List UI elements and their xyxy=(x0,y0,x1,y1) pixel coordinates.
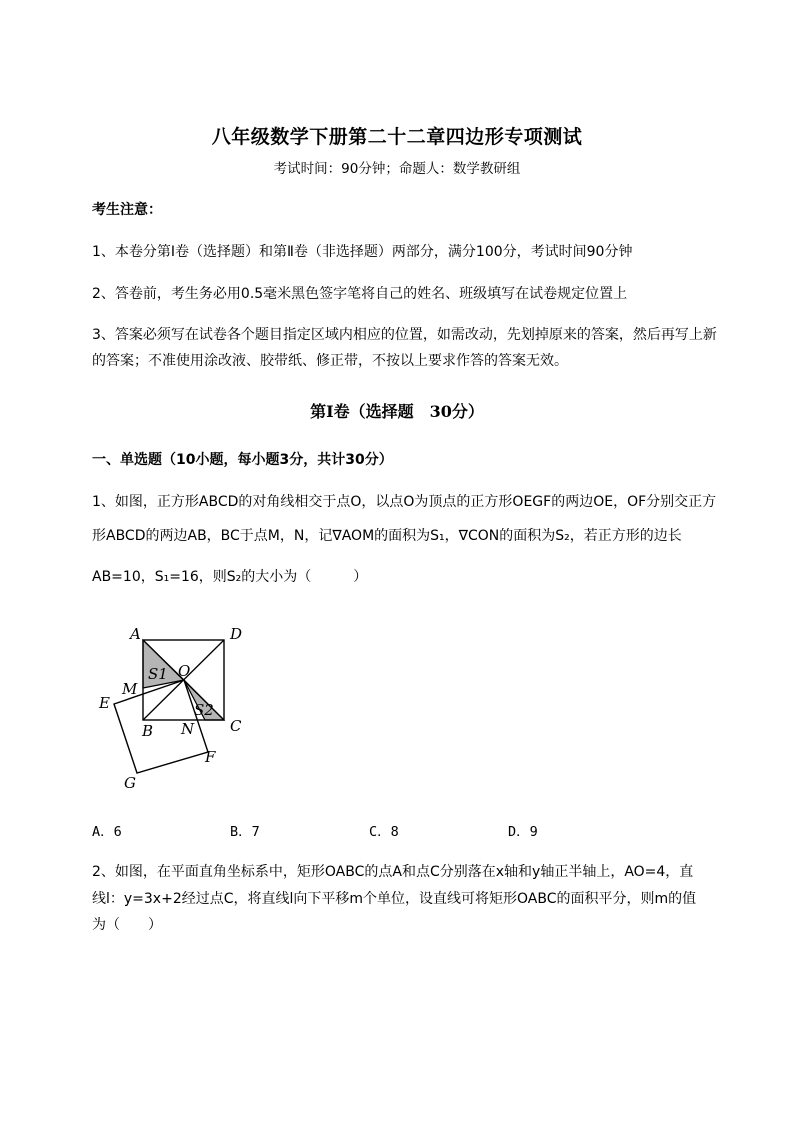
part-heading: 一、单选题（10小题，每小题3分，共计30分） xyxy=(92,452,393,468)
option-a[interactable]: A．6 xyxy=(92,824,122,840)
notice-item-3-line-1: 3、答案必须写在试卷各个题目指定区域内相应的位置，如需改动，先划掉原来的答案，然后再写上新 xyxy=(92,327,717,343)
label-e: E xyxy=(99,694,110,712)
question-1-figure xyxy=(92,620,272,800)
question-2-line-1: 2、如图，在平面直角坐标系中，矩形OABC的点A和点C分别落在x轴和y轴正半轴上，AO=4，直 xyxy=(92,864,694,880)
label-a: A xyxy=(130,625,141,643)
label-s2: S2 xyxy=(194,701,214,719)
label-m: M xyxy=(122,680,138,698)
notice-heading: 考生注意： xyxy=(92,202,162,218)
label-c: C xyxy=(230,717,242,735)
question-1-line-3: AB=10，S₁=16，则S₂的大小为（ ） xyxy=(92,569,368,585)
label-f: F xyxy=(205,748,216,766)
question-1-line-2: 形ABCD的两边AB，BC于点M，N，记∇AOM的面积为S₁，∇CON的面积为S₂，若正方形的边长 xyxy=(92,528,682,544)
question-2-line-3: 为（ ） xyxy=(92,917,162,933)
label-n: N xyxy=(181,720,195,738)
question-2-line-2: 线l：y=3x+2经过点C，将直线l向下平移m个单位，设直线可将矩形OABC的面积平分，则m的值 xyxy=(92,891,697,907)
label-o: O xyxy=(178,662,191,680)
page-title: 八年级数学下册第二十二章四边形专项测试 xyxy=(211,126,583,148)
notice-item-2: 2、答卷前，考生务必用0.5毫米黑色签字笔将自己的姓名、班级填写在试卷规定位置上 xyxy=(92,286,628,302)
label-d: D xyxy=(230,625,243,643)
option-d[interactable]: D．9 xyxy=(508,824,538,840)
question-1-line-1: 1、如图，正方形ABCD的对角线相交于点O，以点O为顶点的正方形OEGF的两边OE，OF分别交正方 xyxy=(92,494,717,510)
label-s1: S1 xyxy=(148,665,168,683)
label-g: G xyxy=(124,774,136,792)
exam-info: 考试时间：90分钟；命题人：数学教研组 xyxy=(273,161,521,177)
notice-item-1: 1、本卷分第I卷（选择题）和第Ⅱ卷（非选择题）两部分，满分100分，考试时间90分钟 xyxy=(92,244,633,260)
label-b: B xyxy=(142,722,154,740)
option-c[interactable]: C．8 xyxy=(369,824,399,840)
section-title: 第I卷（选择题 30分） xyxy=(310,402,484,421)
notice-item-3-line-2: 的答案；不准使用涂改液、胶带纸、修正带，不按以上要求作答的答案无效。 xyxy=(92,353,568,369)
option-b[interactable]: B．7 xyxy=(230,824,260,840)
